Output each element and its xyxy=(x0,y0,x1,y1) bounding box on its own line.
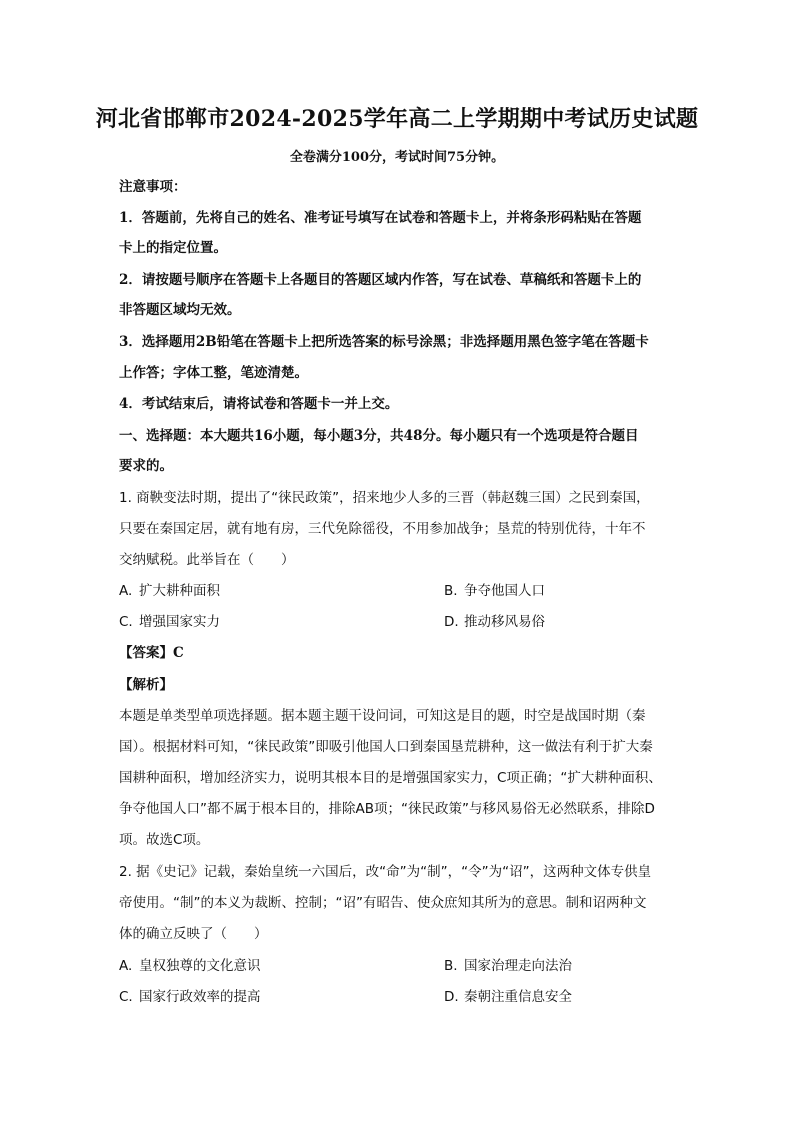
question-1-analysis-line-1: 本题是单类型单项选择题。据本题主题干设问词，可知这是目的题，时空是战国时期（秦 xyxy=(119,708,646,724)
option-letter: C. xyxy=(119,989,133,1005)
note-item-1-line-2: 卡上的指定位置。 xyxy=(119,240,227,256)
note-item-2-line-2: 非答题区域均无效。 xyxy=(119,302,241,318)
option-text: 国家行政效率的提高 xyxy=(139,989,261,1005)
question-1-stem-line-2: 只要在秦国定居，就有地有房，三代免除徭役，不用参加战争；垦荒的特别优待，十年不 xyxy=(119,521,646,537)
question-1-analysis-line-5: 项。故选C项。 xyxy=(119,832,210,848)
option-text: 皇权独尊的文化意识 xyxy=(139,958,261,974)
question-1-analysis-heading: 【解析】 xyxy=(119,677,173,693)
option-text: 增强国家实力 xyxy=(139,614,220,630)
option-text: 扩大耕种面积 xyxy=(139,583,220,599)
option-letter: A. xyxy=(119,583,133,599)
option-letter: B. xyxy=(444,958,458,974)
exam-duration-note: 全卷满分100分，考试时间75分钟。 xyxy=(289,150,505,165)
question-1-analysis-line-4: 争夺他国人口”都不属于根本目的，排除AB项；“徕民政策”与移风易俗无必然联系，排除D xyxy=(119,801,655,817)
question-2-option-c xyxy=(119,988,261,1006)
option-letter: D. xyxy=(444,614,459,630)
question-1-answer: 【答案】C xyxy=(119,645,184,661)
note-item-4: 4．考试结束后，请将试卷和答题卡一并上交。 xyxy=(119,396,399,412)
option-text: 推动移风易俗 xyxy=(464,614,545,630)
question-1-stem-line-1: 1. 商鞅变法时期，提出了“徕民政策”，招来地少人多的三晋（韩赵魏三国）之民到秦国， xyxy=(119,490,650,506)
option-letter: C. xyxy=(119,614,133,630)
note-item-1-line-1: 1．答题前，先将自己的姓名、准考证号填写在试卷和答题卡上，并将条形码粘贴在答题 xyxy=(119,210,642,226)
section-heading-line-1: 一、选择题：本大题共16小题，每小题3分，共48分。每小题只有一个选项是符合题目 xyxy=(119,428,639,444)
option-text: 争夺他国人口 xyxy=(464,583,545,599)
question-1-option-c xyxy=(119,613,220,631)
option-letter: A. xyxy=(119,958,133,974)
notes-heading: 注意事项： xyxy=(119,179,187,195)
section-heading-line-2: 要求的。 xyxy=(119,458,173,474)
question-1-analysis-line-2: 国）。根据材料可知，“徕民政策”即吸引他国人口到秦国垦荒耕种，这一做法有利于扩大秦 xyxy=(119,739,653,755)
option-text: 国家治理走向法治 xyxy=(464,958,572,974)
note-item-3-line-1: 3．选择题用2B铅笔在答题卡上把所选答案的标号涂黑；非选择题用黑色签字笔在答题卡 xyxy=(119,334,649,350)
question-1-stem-line-3: 交纳赋税。此举旨在（ ） xyxy=(119,552,295,568)
question-2-stem-line-1: 2. 据《史记》记载，秦始皇统一六国后，改“命”为“制”，“令”为“诏”，这两种文体专供皇 xyxy=(119,864,652,880)
question-1-option-d xyxy=(444,613,545,631)
question-2-stem-line-3: 体的确立反映了（ ） xyxy=(119,926,268,942)
option-letter: D. xyxy=(444,989,459,1005)
question-1-option-a xyxy=(119,582,220,600)
question-2-option-d xyxy=(444,988,572,1006)
note-item-2-line-1: 2．请按题号顺序在答题卡上各题目的答题区域内作答，写在试卷、草稿纸和答题卡上的 xyxy=(119,272,642,288)
question-2-option-a xyxy=(119,957,261,975)
question-2-stem-line-2: 帝使用。“制”的本义为裁断、控制；“诏”有昭告、使众庶知其所为的意思。制和诏两种文 xyxy=(119,895,647,911)
option-text: 秦朝注重信息安全 xyxy=(464,989,572,1005)
page-title: 河北省邯郸市2024-2025学年高二上学期期中考试历史试题 xyxy=(95,106,699,132)
question-2-option-b xyxy=(444,957,572,975)
question-1-analysis-line-3: 国耕种面积，增加经济实力，说明其根本目的是增强国家实力，C项正确；“扩大耕种面积、 xyxy=(119,770,662,786)
question-1-option-b xyxy=(444,582,545,600)
option-letter: B. xyxy=(444,583,458,599)
note-item-3-line-2: 上作答；字体工整，笔迹清楚。 xyxy=(119,365,308,381)
